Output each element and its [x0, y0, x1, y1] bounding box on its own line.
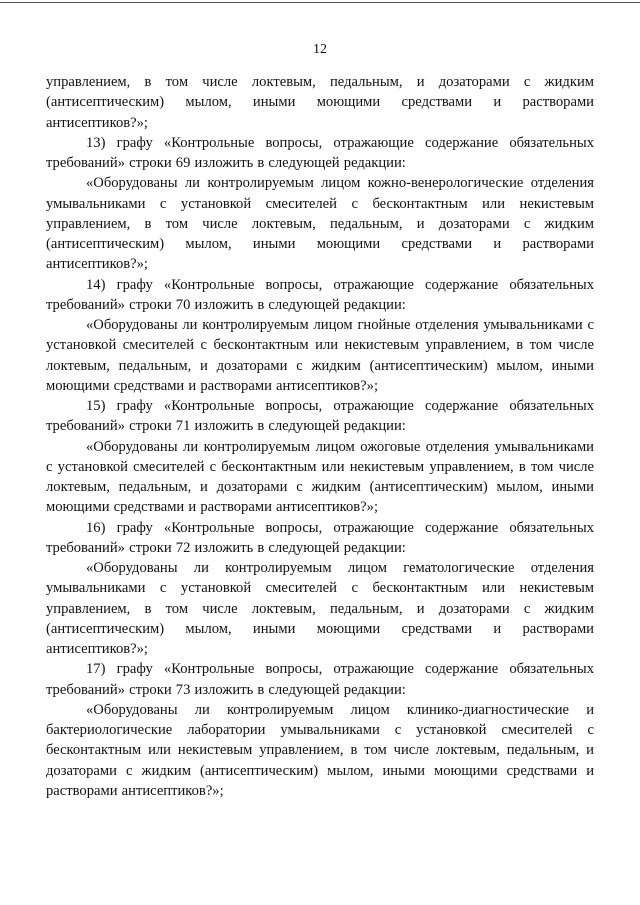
paragraph-item-14: 14) графу «Контрольные вопросы, отражающие содержание обязательных требований» строки 70 изложить в следующей редакции: — [46, 276, 594, 313]
paragraph-item-13: 13) графу «Контрольные вопросы, отражающие содержание обязательных требований» строки 69 изложить в следующей редакции: — [46, 134, 594, 171]
top-edge-rule — [0, 2, 640, 3]
paragraph-item-17: 17) графу «Контрольные вопросы, отражающие содержание обязательных требований» строки 73 изложить в следующей редакции: — [46, 661, 594, 698]
document-body — [46, 72, 594, 801]
paragraph-quote-row-70: «Оборудованы ли контролируемым лицом гнойные отделения умывальниками с установкой смесителей с бесконтактным или некистевым управлением, в том числе локтевым, педальным, и дозаторами с жидким (антисептическим) мылом, иными моющими средствами и растворами антисептиков?»; — [46, 317, 594, 394]
page-number: 12 — [313, 42, 327, 57]
paragraph-continuation: управлением, в том числе локтевым, педальным, и дозаторами с жидким (антисептическим) мылом, иными моющими средствами и растворами антисептиков?»; — [46, 74, 594, 131]
paragraph-quote-row-72: «Оборудованы ли контролируемым лицом гематологические отделения умывальниками с установкой смесителей с бесконтактным или некистевым управлением, в том числе локтевым, педальным, и дозаторами с жидким (антисептическим) мылом, иными моющими средствами и растворами антисептиков?»; — [46, 560, 594, 657]
paragraph-item-16: 16) графу «Контрольные вопросы, отражающие содержание обязательных требований» строки 72 изложить в следующей редакции: — [46, 519, 594, 556]
paragraph-quote-row-69: «Оборудованы ли контролируемым лицом кожно-венерологические отделения умывальниками с установкой смесителей с бесконтактным или некистевым управлением, в том числе локтевым, педальным, и дозаторами с жидким (антисептическим) мылом, иными моющими средствами и растворами антисептиков?»; — [46, 175, 594, 273]
paragraph-quote-row-71: «Оборудованы ли контролируемым лицом ожоговые отделения умывальниками с установкой смесителей с бесконтактным или некистевым управлением, в том числе локтевым, педальным, и дозаторами с жидким (антисептическим) мылом, иными моющими средствами и растворами антисептиков?»; — [46, 438, 594, 516]
paragraph-item-15: 15) графу «Контрольные вопросы, отражающие содержание обязательных требований» строки 71 изложить в следующей редакции: — [46, 398, 594, 435]
paragraph-quote-row-73: «Оборудованы ли контролируемым лицом клинико-диагностические и бактериологические лаборатории умывальниками с установкой смесителей с бесконтактным или некистевым управлением, в том числе локтевым, педальным, и дозаторами с жидким (антисептическим) мылом, иными моющими средствами и растворами антисептиков?»; — [46, 701, 594, 799]
